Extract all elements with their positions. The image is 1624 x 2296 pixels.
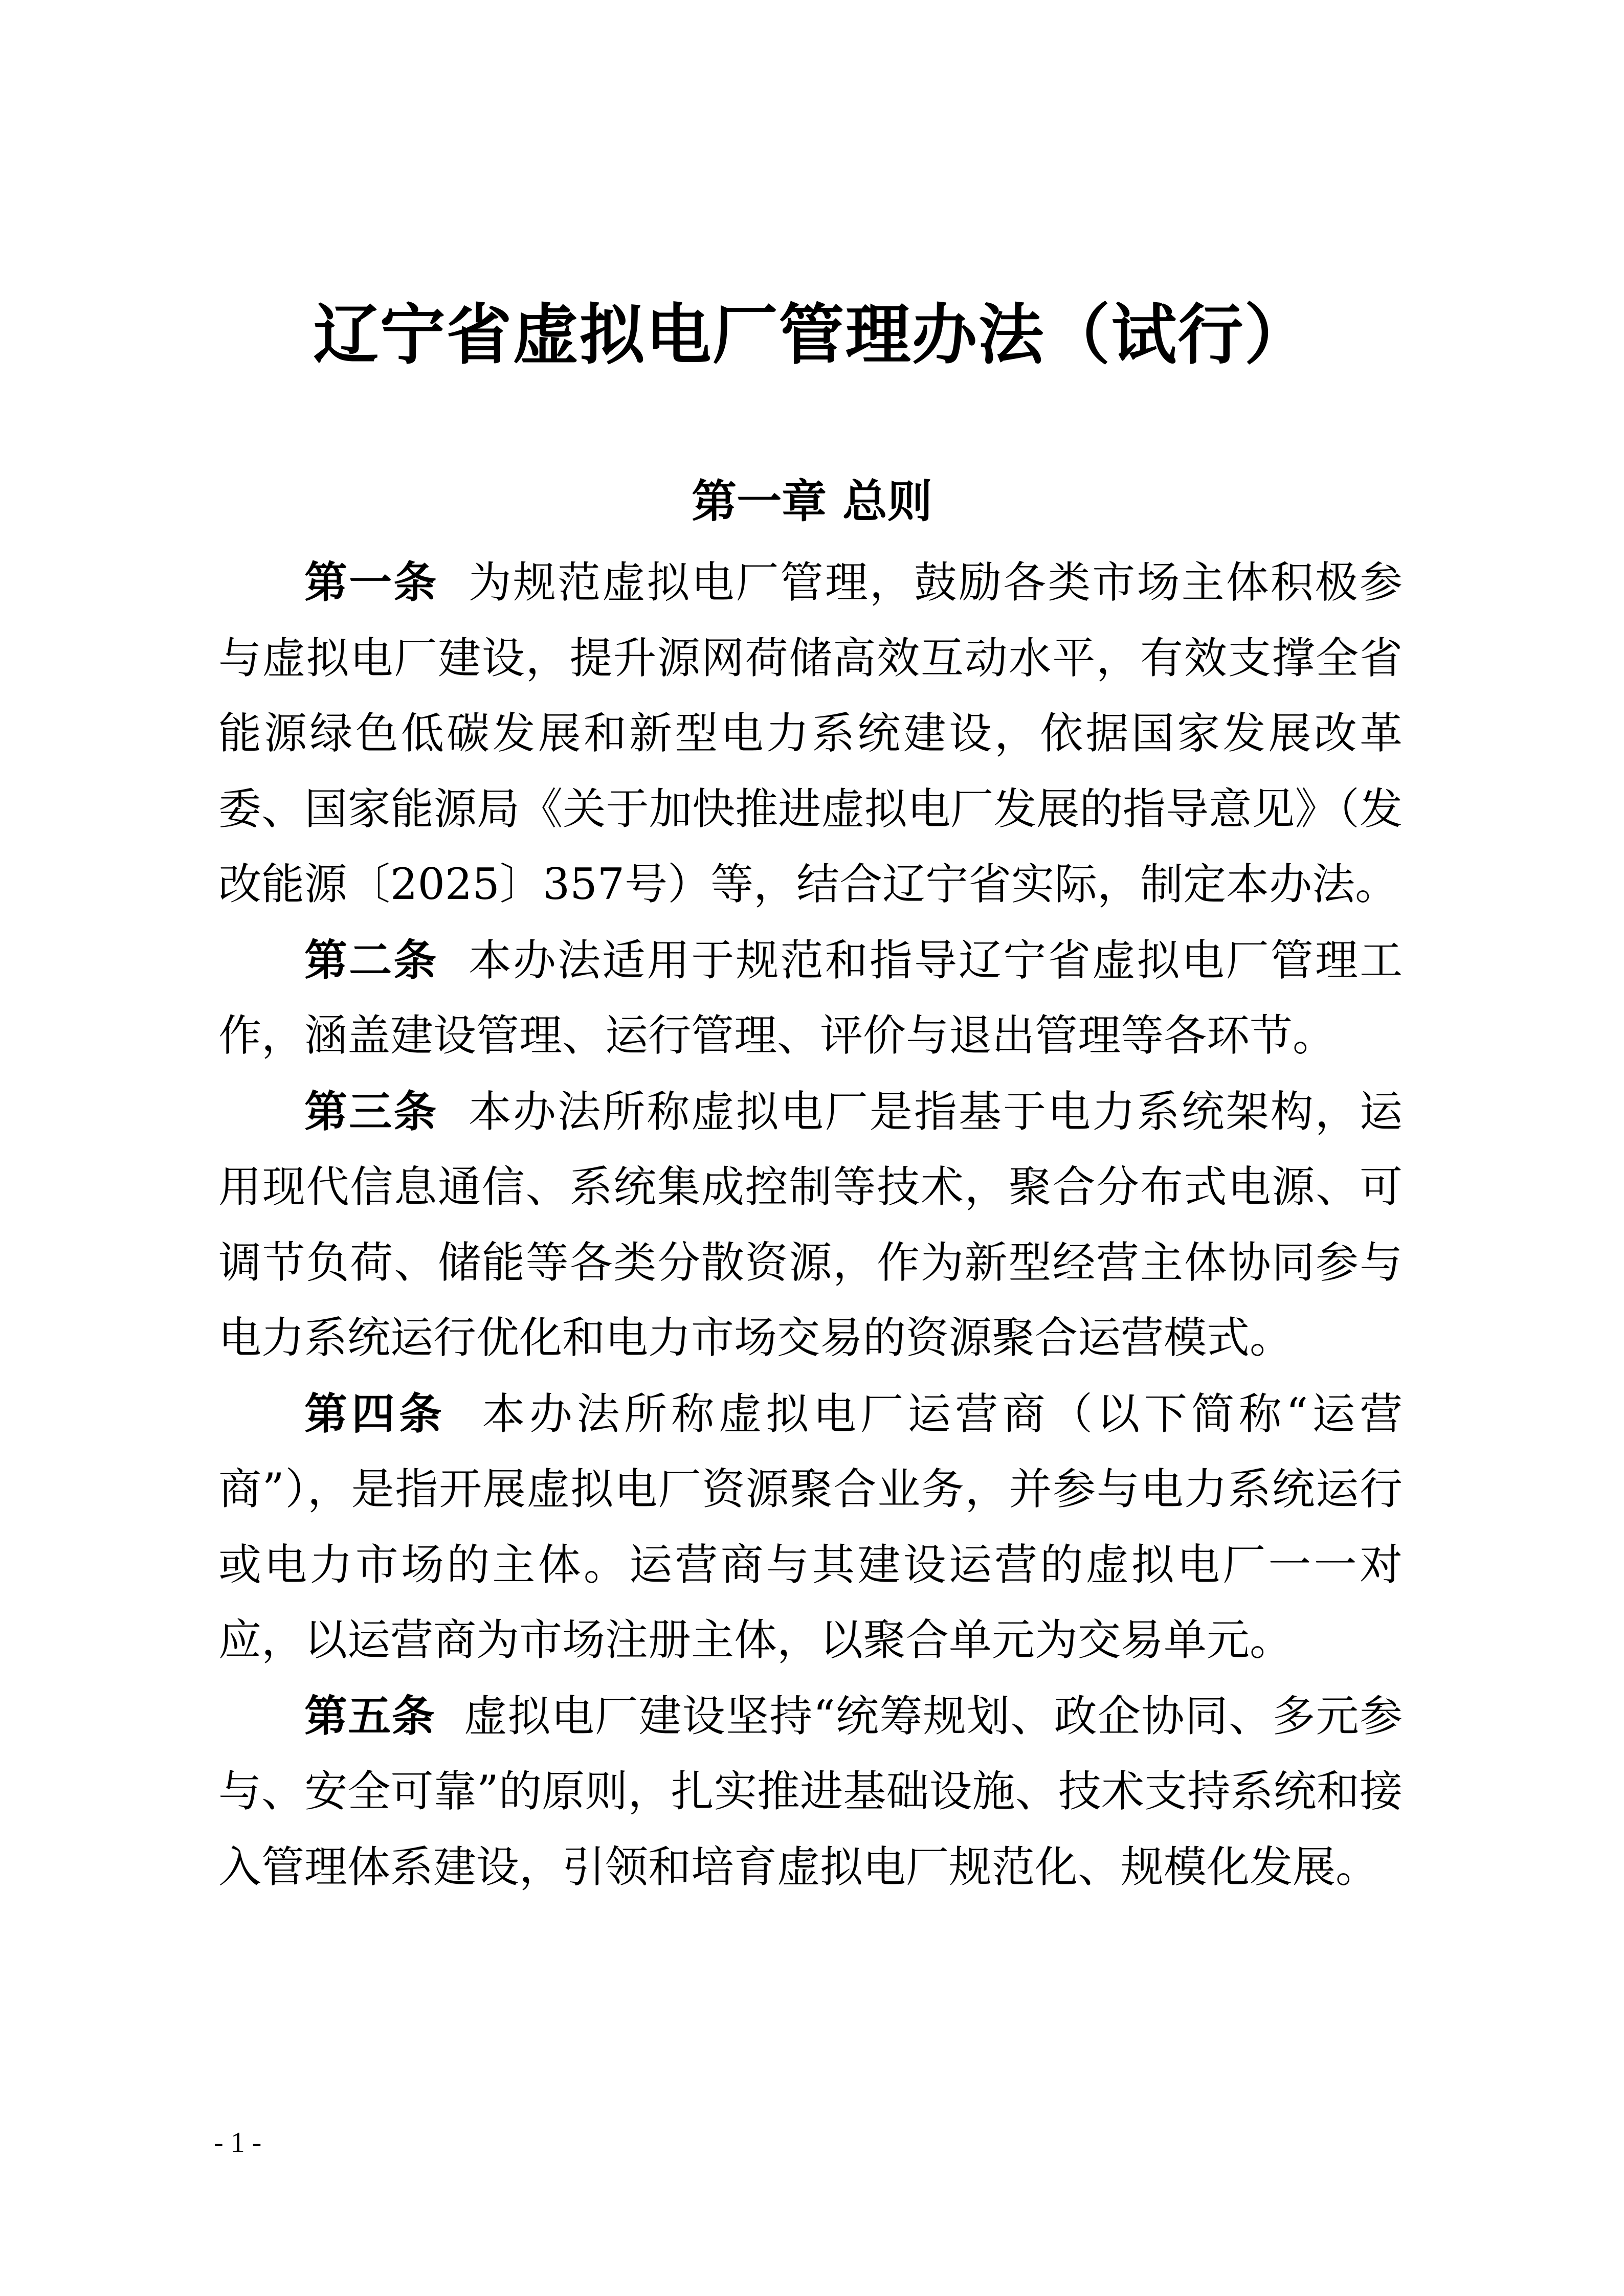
article-number: 第三条	[304, 1086, 438, 1137]
article-number: 第五条	[304, 1690, 435, 1741]
article-1	[218, 545, 1403, 922]
article-number: 第四条	[304, 1388, 447, 1439]
article-number: 第二条	[304, 934, 438, 985]
article-text: 本办法所称虚拟电厂是指基于电力系统架构，运用现代信息通信、系统集成控制等技术，聚合分布式电源、可调节负荷、储能等各类分散资源，作为新型经营主体协同参与电力系统运行优化和电力市场交易的资源聚合运营模式。	[218, 1086, 1403, 1363]
article-text: 虚拟电厂建设坚持“统筹规划、政企协同、多元参与、安全可靠”的原则，扎实推进基础设施、技术支持系统和接入管理体系建设，引领和培育虚拟电厂规范化、规模化发展。	[218, 1691, 1403, 1892]
chapter-heading: 第一章 总则	[692, 475, 932, 528]
article-2	[218, 922, 1403, 1074]
document-title: 辽宁省虚拟电厂管理办法（试行）	[313, 297, 1311, 373]
document-body	[218, 545, 1403, 1905]
article-text: 本办法所称虚拟电厂运营商（以下简称“运营商”），是指开展虚拟电厂资源聚合业务，并参与电力系统运行或电力市场的主体。运营商与其建设运营的虚拟电厂一一对应，以运营商为市场注册主体，以聚合单元为交易单元。	[218, 1388, 1403, 1665]
article-text: 本办法适用于规范和指导辽宁省虚拟电厂管理工作，涵盖建设管理、运行管理、评价与退出管理等各环节。	[218, 935, 1403, 1061]
article-5	[218, 1678, 1403, 1905]
article-3	[218, 1074, 1403, 1376]
article-4	[218, 1376, 1403, 1678]
article-text: 为规范虚拟电厂管理，鼓励各类市场主体积极参与虚拟电厂建设，提升源网荷储高效互动水平，有效支撑全省能源绿色低碳发展和新型电力系统建设，依据国家发展改革委、国家能源局《关于加快推进虚拟电厂发展的指导意见》（发改能源〔2025〕357号）等，结合辽宁省实际，制定本办法。	[218, 557, 1403, 909]
article-number: 第一条	[304, 557, 438, 607]
page-number: - 1 -	[214, 2127, 262, 2158]
